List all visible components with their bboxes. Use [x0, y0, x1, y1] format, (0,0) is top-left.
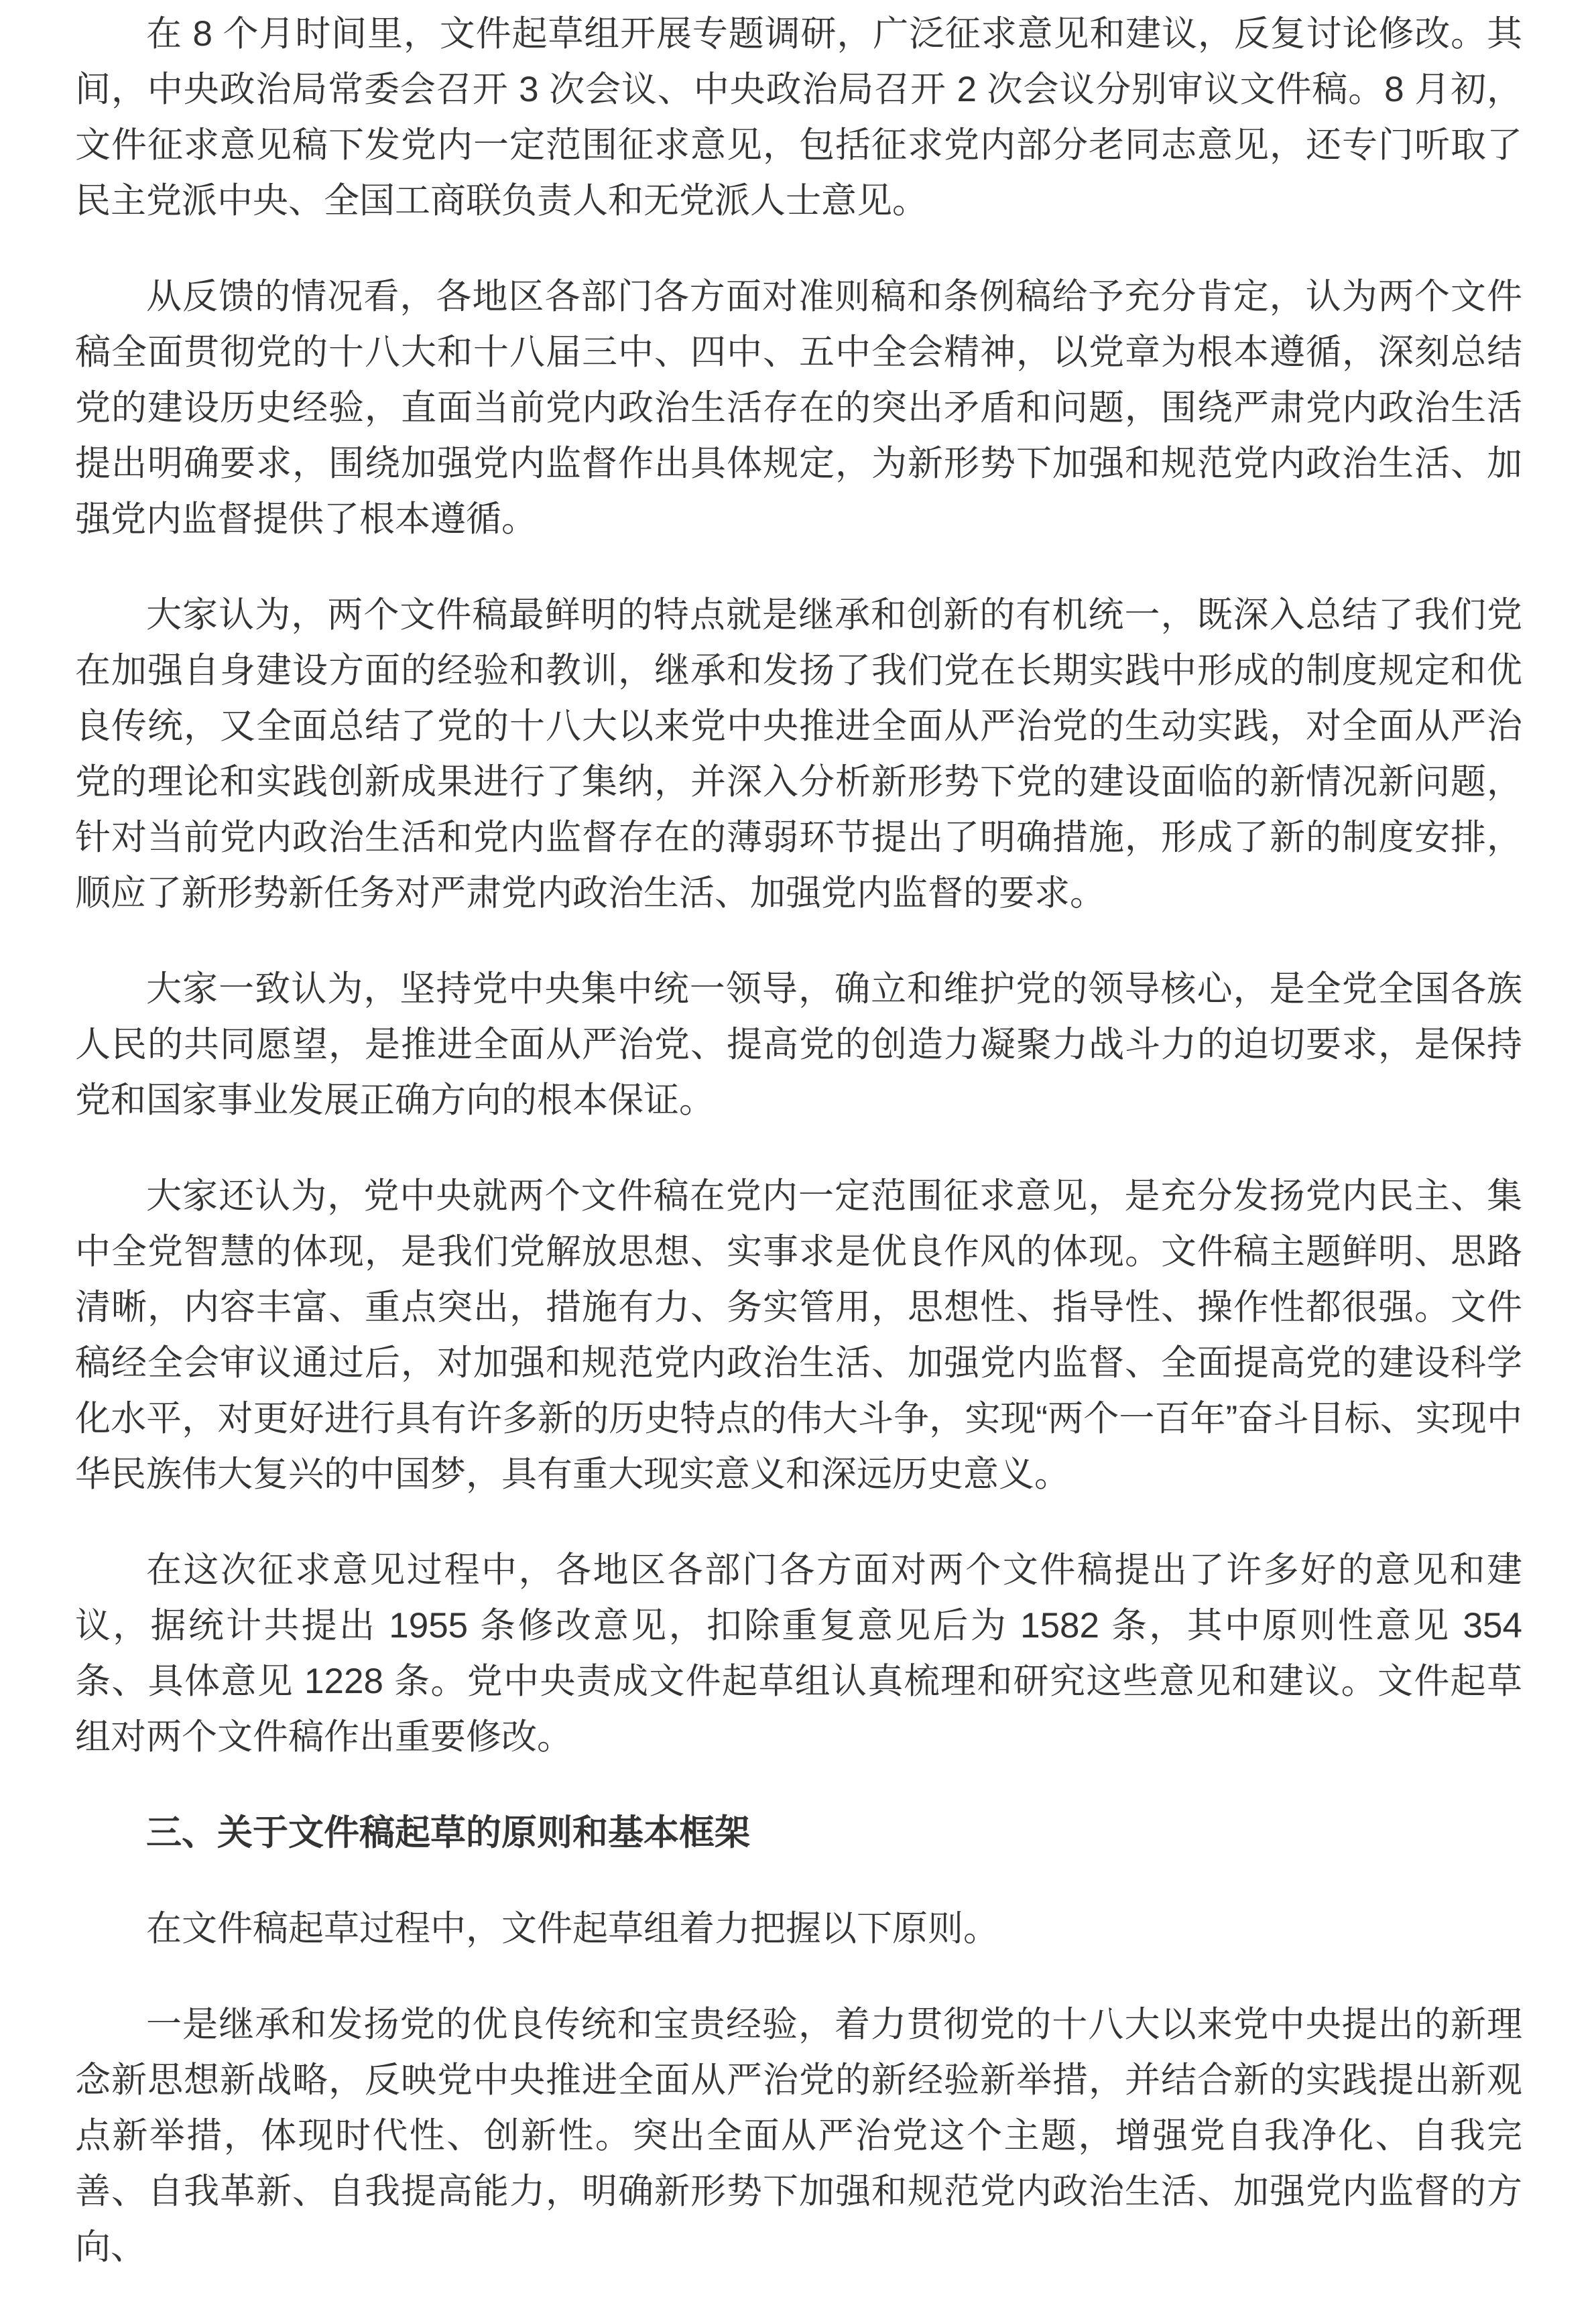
paragraph: 在这次征求意见过程中，各地区各部门各方面对两个文件稿提出了许多好的意见和建议，据统计共提出 1955 条修改意见，扣除重复意见后为 1582 条，其中原则性意见 354 条、具体意见 1228 条。党中央责成文件起草组认真梳理和研究这些意见和建议。文件起草组对两个文件稿作出重要修改。 [75, 1550, 1522, 1757]
paragraph: 在 8 个月时间里，文件起草组开展专题调研，广泛征求意见和建议，反复讨论修改。其间，中央政治局常委会召开 3 次会议、中央政治局召开 2 次会议分别审议文件稿。8 月初，文件征求意见稿下发党内一定范围征求意见，包括征求党内部分老同志意见，还专门听取了民主党派中央、全国工商联负责人和无党派人士意见。 [75, 14, 1522, 221]
paragraph: 大家一致认为，坚持党中央集中统一领导，确立和维护党的领导核心，是全党全国各族人民的共同愿望，是推进全面从严治党、提高党的创造力凝聚力战斗力的迫切要求，是保持党和国家事业发展正确方向的根本保证。 [75, 969, 1522, 1120]
paragraph: 大家还认为，党中央就两个文件稿在党内一定范围征求意见，是充分发扬党内民主、集中全党智慧的体现，是我们党解放思想、实事求是优良作风的体现。文件稿主题鲜明、思路清晰，内容丰富、重点突出，措施有力、务实管用，思想性、指导性、操作性都很强。文件稿经全会审议通过后，对加强和规范党内政治生活、加强党内监督、全面提高党的建设科学化水平，对更好进行具有许多新的历史特点的伟大斗争，实现“两个一百年”奋斗目标、实现中华民族伟大复兴的中国梦，具有重大现实意义和深远历史意义。 [75, 1176, 1522, 1494]
paragraph: 在文件稿起草过程中，文件起草组着力把握以下原则。 [146, 1909, 999, 1948]
paragraph: 大家认为，两个文件稿最鲜明的特点就是继承和创新的有机统一，既深入总结了我们党在加强自身建设方面的经验和教训，继承和发扬了我们党在长期实践中形成的制度规定和优良传统，又全面总结了党的十八大以来党中央推进全面从严治党的生动实践，对全面从严治党的理论和实践创新成果进行了集纳，并深入分析新形势下党的建设面临的新情况新问题，针对当前党内政治生活和党内监督存在的薄弱环节提出了明确措施，形成了新的制度安排，顺应了新形势新任务对严肃党内政治生活、加强党内监督的要求。 [75, 595, 1522, 913]
section-heading: 三、关于文件稿起草的原则和基本框架 [146, 1813, 750, 1853]
paragraph: 一是继承和发扬党的优良传统和宝贵经验，着力贯彻党的十八大以来党中央提出的新理念新思想新战略，反映党中央推进全面从严治党的新经验新举措，并结合新的实践提出新观点新举措，体现时代性、创新性。突出全面从严治党这个主题，增强党自我净化、自我完善、自我革新、自我提高能力，明确新形势下加强和规范党内政治生活、加强党内监督的方向、 [75, 2005, 1522, 2267]
paragraph: 从反馈的情况看，各地区各部门各方面对准则稿和条例稿给予充分肯定，认为两个文件稿全面贯彻党的十八大和十八届三中、四中、五中全会精神，以党章为根本遵循，深刻总结党的建设历史经验，直面当前党内政治生活存在的突出矛盾和问题，围绕严肃党内政治生活提出明确要求，围绕加强党内监督作出具体规定，为新形势下加强和规范党内政治生活、加强党内监督提供了根本遵循。 [75, 277, 1522, 539]
